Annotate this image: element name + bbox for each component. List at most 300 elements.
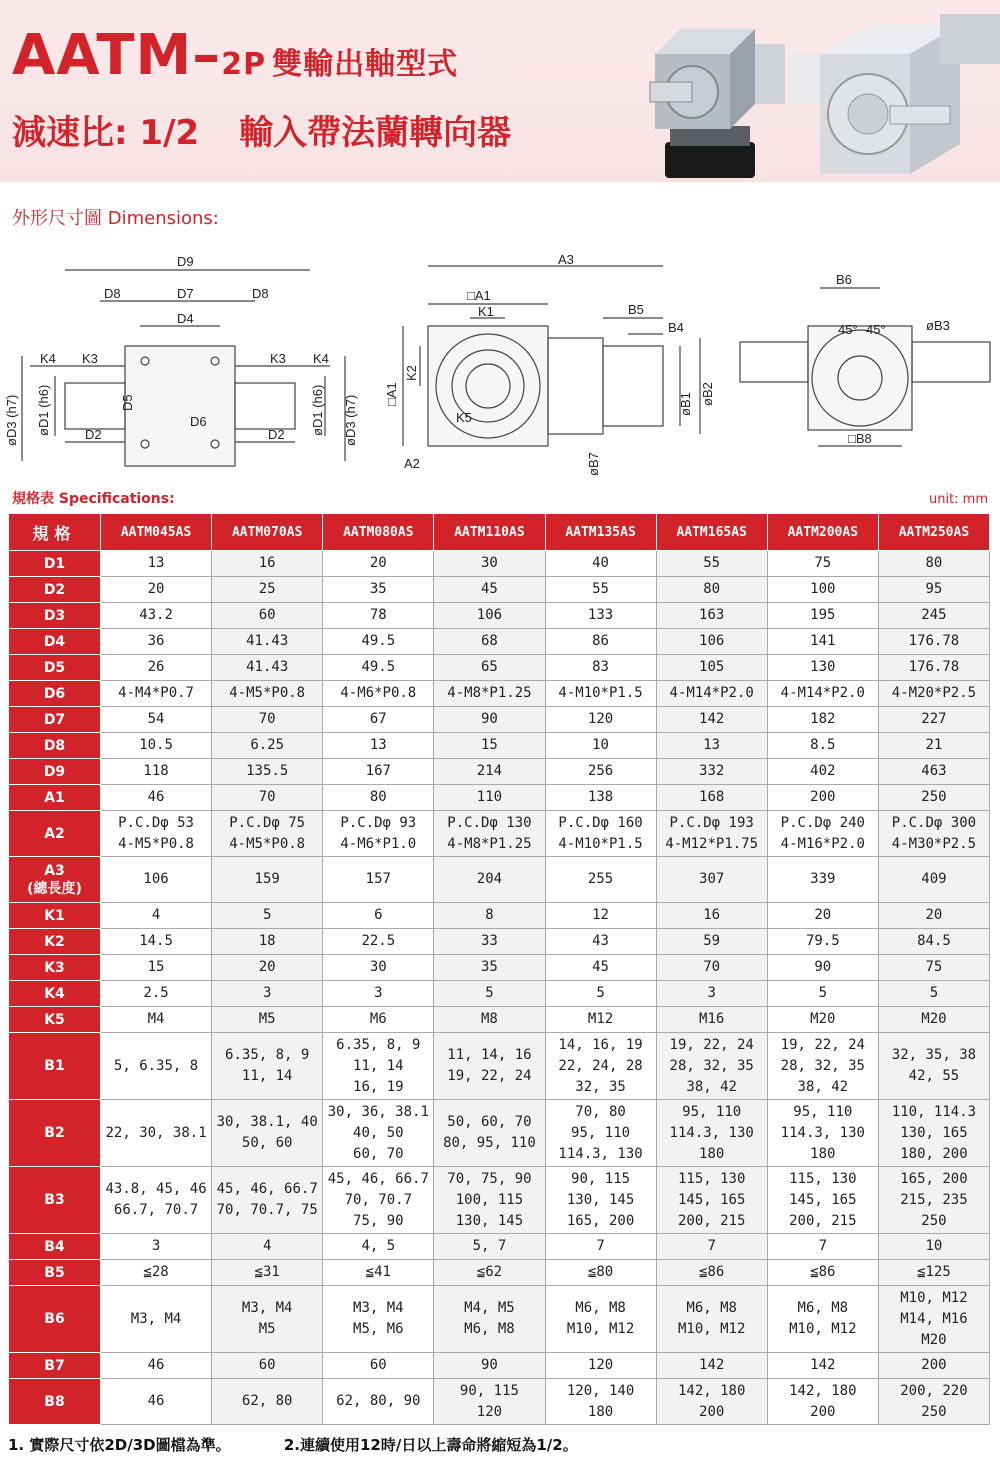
row-label: K3 (9, 955, 101, 981)
table-cell: 5 (545, 981, 656, 1007)
table-cell: 6.35, 8, 9 11, 14 16, 19 (323, 1033, 434, 1100)
table-cell: 4-M8*P1.25 (434, 681, 545, 707)
table-cell: 26 (101, 655, 212, 681)
table-cell: 21 (878, 733, 989, 759)
table-cell: M3, M4 M5, M6 (323, 1286, 434, 1353)
table-cell: 255 (545, 857, 656, 903)
table-body (9, 551, 990, 1425)
model-header: AATM080AS (323, 514, 434, 551)
table-row (9, 1353, 990, 1379)
table-cell: 142 (656, 1353, 767, 1379)
table-cell: 10 (545, 733, 656, 759)
table-cell: 120 (545, 707, 656, 733)
table-cell: 3 (212, 981, 323, 1007)
table-cell: 142 (656, 707, 767, 733)
table-cell: ≦86 (767, 1260, 878, 1286)
table-cell: 62, 80 (212, 1379, 323, 1425)
table-cell: 159 (212, 857, 323, 903)
table-cell: 3 (656, 981, 767, 1007)
table-cell: ≦41 (323, 1260, 434, 1286)
dim-label: K4 (40, 351, 56, 366)
dim-label: D2 (85, 427, 102, 442)
row-label: A3 (總長度) (9, 857, 101, 903)
footnote-2: 2.連續使用12時/日以上壽命將縮短為1/2。 (283, 1436, 578, 1454)
table-cell: 167 (323, 759, 434, 785)
row-label: B8 (9, 1379, 101, 1425)
dim-label: □A1 (467, 288, 491, 303)
table-cell: 110 (434, 785, 545, 811)
table-cell: 105 (656, 655, 767, 681)
table-cell: 4, 5 (323, 1234, 434, 1260)
table-cell: 60 (212, 1353, 323, 1379)
table-cell: 55 (656, 551, 767, 577)
table-cell: M5 (212, 1007, 323, 1033)
specifications-table (8, 513, 990, 1425)
table-cell: 7 (545, 1234, 656, 1260)
table-cell: M12 (545, 1007, 656, 1033)
table-cell: 250 (878, 785, 989, 811)
table-row (9, 1286, 990, 1353)
table-cell: 6.35, 8, 9 11, 14 (212, 1033, 323, 1100)
row-label: D8 (9, 733, 101, 759)
table-cell: 45 (434, 577, 545, 603)
dim-label: K3 (82, 351, 98, 366)
table-cell: 200 (878, 1353, 989, 1379)
table-cell: 80 (878, 551, 989, 577)
table-cell: 36 (101, 629, 212, 655)
ratio-text: 減速比: 1/2 (12, 113, 200, 153)
table-row (9, 1167, 990, 1234)
table-cell: 45, 46, 66.7 70, 70.7, 75 (212, 1167, 323, 1234)
header-banner (0, 0, 1000, 182)
table-cell: M6, M8 M10, M12 (767, 1286, 878, 1353)
table-cell: P.C.Dφ 130 4-M8*P1.25 (434, 811, 545, 857)
table-row (9, 1033, 990, 1100)
table-cell: 12 (545, 903, 656, 929)
table-cell: 200, 220 250 (878, 1379, 989, 1425)
table-cell: 49.5 (323, 655, 434, 681)
table-cell: 16 (212, 551, 323, 577)
table-row (9, 785, 990, 811)
model-header: AATM045AS (101, 514, 212, 551)
row-label: D2 (9, 577, 101, 603)
dim-label: D5 (120, 394, 135, 411)
table-cell: M3, M4 (101, 1286, 212, 1353)
table-cell: 86 (545, 629, 656, 655)
table-cell: 83 (545, 655, 656, 681)
table-cell: 30, 38.1, 40 50, 60 (212, 1100, 323, 1167)
table-cell: 46 (101, 785, 212, 811)
row-label: K4 (9, 981, 101, 1007)
dim-label: B5 (628, 302, 644, 317)
dim-label: K1 (478, 304, 494, 319)
table-cell: M4, M5 M6, M8 (434, 1286, 545, 1353)
row-label: B3 (9, 1167, 101, 1234)
table-cell: 65 (434, 655, 545, 681)
table-cell: 135.5 (212, 759, 323, 785)
table-cell: 32, 35, 38 42, 55 (878, 1033, 989, 1100)
table-cell: 106 (656, 629, 767, 655)
dim-label: □B8 (848, 431, 872, 446)
table-cell: 90 (434, 707, 545, 733)
table-row (9, 707, 990, 733)
table-cell: 4-M5*P0.8 (212, 681, 323, 707)
table-cell: 195 (767, 603, 878, 629)
table-row (9, 1234, 990, 1260)
unit-label: unit: mm (928, 492, 988, 507)
table-cell: P.C.Dφ 75 4-M5*P0.8 (212, 811, 323, 857)
dim-label: øD1 (h6) (310, 384, 325, 436)
table-cell: 115, 130 145, 165 200, 215 (656, 1167, 767, 1234)
table-header-row (9, 514, 990, 551)
table-cell: 7 (767, 1234, 878, 1260)
table-cell: 163 (656, 603, 767, 629)
table-cell: 5 (434, 981, 545, 1007)
row-label: D9 (9, 759, 101, 785)
product-title (12, 23, 459, 88)
dim-label: øD3 (h7) (4, 394, 19, 446)
table-cell: 49.5 (323, 629, 434, 655)
table-cell: 60 (212, 603, 323, 629)
table-cell: P.C.Dφ 193 4-M12*P1.75 (656, 811, 767, 857)
table-row (9, 759, 990, 785)
row-label: B4 (9, 1234, 101, 1260)
table-cell: 30 (434, 551, 545, 577)
dim-label: D6 (190, 414, 207, 429)
product-photo-side (790, 14, 1000, 180)
table-row (9, 1007, 990, 1033)
table-cell: 200 (767, 785, 878, 811)
table-cell: 70 (656, 955, 767, 981)
table-cell: 80 (656, 577, 767, 603)
model-header: AATM110AS (434, 514, 545, 551)
specifications-title: 規格表 Specifications: (12, 491, 175, 507)
table-cell: 120, 140 180 (545, 1379, 656, 1425)
table-cell: 245 (878, 603, 989, 629)
type-title: 雙輸出軸型式 (272, 47, 459, 82)
dim-label: øD1 (h6) (36, 384, 51, 436)
table-row (9, 903, 990, 929)
table-cell: 18 (212, 929, 323, 955)
table-cell: 15 (101, 955, 212, 981)
dim-label: K2 (404, 365, 419, 381)
table-cell: 138 (545, 785, 656, 811)
table-cell: 35 (323, 577, 434, 603)
table-row (9, 1379, 990, 1425)
table-cell: 70, 75, 90 100, 115 130, 145 (434, 1167, 545, 1234)
table-cell: P.C.Dφ 53 4-M5*P0.8 (101, 811, 212, 857)
row-label: A1 (9, 785, 101, 811)
row-label: B2 (9, 1100, 101, 1167)
table-cell: 60 (323, 1353, 434, 1379)
table-cell: 20 (878, 903, 989, 929)
dim-label: 45° (838, 322, 858, 337)
table-cell: 20 (767, 903, 878, 929)
table-cell: P.C.Dφ 93 4-M6*P1.0 (323, 811, 434, 857)
table-cell: 90 (434, 1353, 545, 1379)
dim-label: A3 (558, 252, 574, 267)
table-cell: 67 (323, 707, 434, 733)
table-cell: 43.8, 45, 46 66.7, 70.7 (101, 1167, 212, 1234)
table-cell: ≦62 (434, 1260, 545, 1286)
table-cell: 120 (545, 1353, 656, 1379)
table-cell: M20 (878, 1007, 989, 1033)
table-row (9, 1260, 990, 1286)
table-cell: 142, 180 200 (656, 1379, 767, 1425)
dimensions-title: 外形尺寸圖 Dimensions: (12, 208, 219, 229)
table-cell: 339 (767, 857, 878, 903)
table-cell: 14.5 (101, 929, 212, 955)
table-cell: 463 (878, 759, 989, 785)
brand-name: AATM (12, 23, 193, 88)
table-cell: ≦125 (878, 1260, 989, 1286)
table-cell: 256 (545, 759, 656, 785)
table-cell: 130 (767, 655, 878, 681)
table-cell: 70 (212, 707, 323, 733)
table-cell: 25 (212, 577, 323, 603)
dim-label: 45° (866, 322, 886, 337)
table-cell: 90, 115 120 (434, 1379, 545, 1425)
table-cell: 46 (101, 1353, 212, 1379)
row-label: K2 (9, 929, 101, 955)
table-cell: 78 (323, 603, 434, 629)
table-cell: 22.5 (323, 929, 434, 955)
table-cell: M6, M8 M10, M12 (545, 1286, 656, 1353)
dim-label: øB2 (700, 382, 715, 406)
dim-label: D7 (177, 286, 194, 301)
table-cell: 141 (767, 629, 878, 655)
table-cell: 19, 22, 24 28, 32, 35 38, 42 (767, 1033, 878, 1100)
table-cell: 4-M14*P2.0 (767, 681, 878, 707)
table-cell: 133 (545, 603, 656, 629)
table-cell: 45, 46, 66.7 70, 70.7 75, 90 (323, 1167, 434, 1234)
title-dash: – (192, 23, 222, 88)
table-cell: 100 (767, 577, 878, 603)
table-cell: 20 (101, 577, 212, 603)
table-cell: 8 (434, 903, 545, 929)
row-label: B6 (9, 1286, 101, 1353)
dim-label: D8 (252, 286, 269, 301)
table-cell: 10 (878, 1234, 989, 1260)
dim-label: A2 (404, 456, 420, 471)
dim-label: D2 (268, 427, 285, 442)
table-cell: 41.43 (212, 629, 323, 655)
row-label: D7 (9, 707, 101, 733)
table-row (9, 929, 990, 955)
product-photo-front (640, 14, 790, 180)
table-cell: 13 (101, 551, 212, 577)
table-cell: 409 (878, 857, 989, 903)
drawing-middle (403, 266, 700, 446)
table-cell: M4 (101, 1007, 212, 1033)
model-suffix: 2P (221, 47, 267, 82)
table-cell: 70, 80 95, 110 114.3, 130 (545, 1100, 656, 1167)
dim-label: øB1 (678, 392, 693, 416)
table-cell: ≦31 (212, 1260, 323, 1286)
table-row (9, 733, 990, 759)
table-row (9, 811, 990, 857)
table-cell: 176.78 (878, 655, 989, 681)
table-cell: P.C.Dφ 240 4-M16*P2.0 (767, 811, 878, 857)
table-cell: 5, 6.35, 8 (101, 1033, 212, 1100)
table-cell: 7 (656, 1234, 767, 1260)
table-cell: 95, 110 114.3, 130 180 (656, 1100, 767, 1167)
table-cell: 14, 16, 19 22, 24, 28 32, 35 (545, 1033, 656, 1100)
table-cell: 6.25 (212, 733, 323, 759)
table-cell: 5 (212, 903, 323, 929)
table-cell: 165, 200 215, 235 250 (878, 1167, 989, 1234)
table-cell: 6 (323, 903, 434, 929)
table-cell: 62, 80, 90 (323, 1379, 434, 1425)
table-cell: M20 (767, 1007, 878, 1033)
table-cell: 142 (767, 1353, 878, 1379)
row-label: D5 (9, 655, 101, 681)
table-cell: 80 (323, 785, 434, 811)
table-cell: 15 (434, 733, 545, 759)
table-cell: 90, 115 130, 145 165, 200 (545, 1167, 656, 1234)
dim-label: øB7 (586, 452, 601, 476)
table-cell: 142, 180 200 (767, 1379, 878, 1425)
table-cell: 332 (656, 759, 767, 785)
model-header: AATM250AS (878, 514, 989, 551)
dim-label: D4 (177, 311, 194, 326)
table-cell: 157 (323, 857, 434, 903)
row-label: K5 (9, 1007, 101, 1033)
row-label: D6 (9, 681, 101, 707)
row-label: K1 (9, 903, 101, 929)
table-cell: 33 (434, 929, 545, 955)
table-cell: 45 (545, 955, 656, 981)
model-header: AATM135AS (545, 514, 656, 551)
table-cell: 204 (434, 857, 545, 903)
table-cell: 214 (434, 759, 545, 785)
table-cell: 227 (878, 707, 989, 733)
table-cell: ≦86 (656, 1260, 767, 1286)
table-cell: M6, M8 M10, M12 (656, 1286, 767, 1353)
table-cell: P.C.Dφ 160 4-M10*P1.5 (545, 811, 656, 857)
row-label: D1 (9, 551, 101, 577)
table-cell: 20 (323, 551, 434, 577)
model-header: AATM070AS (212, 514, 323, 551)
table-cell: 43.2 (101, 603, 212, 629)
table-cell: 8.5 (767, 733, 878, 759)
table-row (9, 981, 990, 1007)
table-cell: 75 (767, 551, 878, 577)
table-cell: 20 (212, 955, 323, 981)
footnotes (8, 1434, 626, 1455)
table-cell: P.C.Dφ 300 4-M30*P2.5 (878, 811, 989, 857)
row-label: B1 (9, 1033, 101, 1100)
table-cell: 41.43 (212, 655, 323, 681)
table-cell: 13 (656, 733, 767, 759)
row-label: D4 (9, 629, 101, 655)
model-header: AATM165AS (656, 514, 767, 551)
table-cell: 10.5 (101, 733, 212, 759)
table-cell: 4-M4*P0.7 (101, 681, 212, 707)
table-row (9, 551, 990, 577)
table-cell: 110, 114.3 130, 165 180, 200 (878, 1100, 989, 1167)
row-label: B7 (9, 1353, 101, 1379)
table-cell: 16 (656, 903, 767, 929)
table-row (9, 655, 990, 681)
table-cell: 11, 14, 16 19, 22, 24 (434, 1033, 545, 1100)
table-cell: 4-M20*P2.5 (878, 681, 989, 707)
row-label: D3 (9, 603, 101, 629)
dim-label: B6 (836, 272, 852, 287)
table-cell: 3 (323, 981, 434, 1007)
dim-label: □A1 (384, 382, 399, 406)
table-corner: 規格 (9, 514, 101, 551)
table-cell: M8 (434, 1007, 545, 1033)
table-row (9, 1100, 990, 1167)
dim-label: K3 (270, 351, 286, 366)
table-cell: 402 (767, 759, 878, 785)
table-cell: 30 (323, 955, 434, 981)
dim-label: øB3 (926, 318, 950, 333)
table-cell: 95, 110 114.3, 130 180 (767, 1100, 878, 1167)
table-row (9, 681, 990, 707)
subtitle (12, 113, 512, 153)
table-cell: 118 (101, 759, 212, 785)
table-cell: 55 (545, 577, 656, 603)
table-cell: 5, 7 (434, 1234, 545, 1260)
table-cell: 19, 22, 24 28, 32, 35 38, 42 (656, 1033, 767, 1100)
table-cell: 5 (878, 981, 989, 1007)
row-label: B5 (9, 1260, 101, 1286)
table-cell: M6 (323, 1007, 434, 1033)
table-cell: 4 (212, 1234, 323, 1260)
table-cell: ≦28 (101, 1260, 212, 1286)
table-cell: 46 (101, 1379, 212, 1425)
table-cell: 90 (767, 955, 878, 981)
table-cell: 307 (656, 857, 767, 903)
dim-label: K5 (456, 410, 472, 425)
table-cell: 95 (878, 577, 989, 603)
dim-label: øD3 (h7) (343, 394, 358, 446)
table-cell: M16 (656, 1007, 767, 1033)
table-cell: 54 (101, 707, 212, 733)
table-cell: 4-M10*P1.5 (545, 681, 656, 707)
table-row (9, 955, 990, 981)
table-cell: 4-M14*P2.0 (656, 681, 767, 707)
table-cell: 2.5 (101, 981, 212, 1007)
table-cell: 59 (656, 929, 767, 955)
table-cell: 70 (212, 785, 323, 811)
table-cell: 43 (545, 929, 656, 955)
dimension-drawings (0, 246, 1000, 484)
table-cell: 4 (101, 903, 212, 929)
table-cell: 68 (434, 629, 545, 655)
table-cell: 106 (434, 603, 545, 629)
table-cell: 3 (101, 1234, 212, 1260)
table-row (9, 629, 990, 655)
description-text: 輸入帶法蘭轉向器 (239, 113, 512, 153)
dim-label: K4 (313, 351, 329, 366)
model-header: AATM200AS (767, 514, 878, 551)
table-cell: 30, 36, 38.1 40, 50 60, 70 (323, 1100, 434, 1167)
dim-label: D8 (104, 286, 121, 301)
table-row (9, 603, 990, 629)
table-cell: 22, 30, 38.1 (101, 1100, 212, 1167)
table-cell: 182 (767, 707, 878, 733)
table-row (9, 857, 990, 903)
footnote-1: 1. 實際尺寸依2D/3D圖檔為準。 (8, 1436, 231, 1454)
table-cell: M10, M12 M14, M16 M20 (878, 1286, 989, 1353)
table-cell: 84.5 (878, 929, 989, 955)
table-cell: 4-M6*P0.8 (323, 681, 434, 707)
table-cell: 35 (434, 955, 545, 981)
table-cell: ≦80 (545, 1260, 656, 1286)
